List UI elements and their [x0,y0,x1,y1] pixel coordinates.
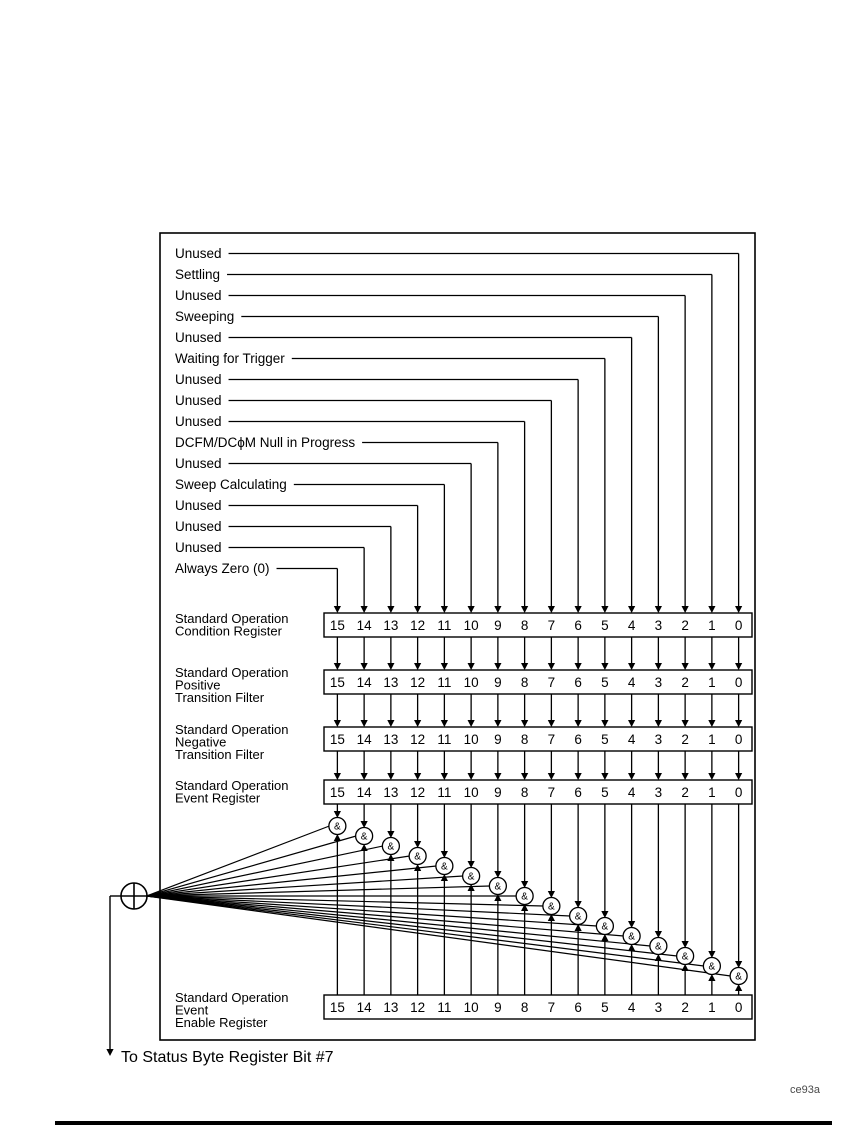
arrowhead-down-icon [628,773,635,780]
arrowhead-down-icon [521,720,528,727]
arrowhead-down-icon [682,663,689,670]
arrowhead-down-icon [441,773,448,780]
arrowhead-down-icon [682,773,689,780]
arrowhead-down-icon [601,773,608,780]
register-label: Event Register [175,790,261,806]
bit-number: 9 [494,732,502,747]
bit-number: 0 [734,732,743,747]
arrowhead-down-icon [735,720,742,727]
status-byte-arrow-label: To Status Byte Register Bit #7 [121,1049,334,1066]
arrowhead-down-icon [494,773,501,780]
bit-number: 7 [547,618,556,633]
or-input-line [147,826,330,896]
arrowhead-down-icon [521,773,528,780]
condition-bit-label: Unused [175,330,222,345]
arrowhead-down-icon [387,773,394,780]
bit-number: 8 [520,618,529,633]
arrowhead-down-icon [361,663,368,670]
bit-number: 9 [494,618,502,633]
register-label: Standard Operation [175,722,289,737]
condition-bit-label: Always Zero (0) [175,561,270,576]
arrowhead-down-icon [334,773,341,780]
arrowhead-down-icon [601,663,608,670]
bit-number: 10 [463,675,479,690]
and-gate-symbol: & [601,921,609,933]
bit-number: 0 [734,618,743,633]
arrowhead-down-icon [655,720,662,727]
register-label: Positive [175,677,221,693]
arrowhead-down-icon [414,606,421,613]
condition-bit-label: Waiting for Trigger [175,351,285,366]
bit-number: 14 [356,618,372,633]
arrowhead-down-icon [468,663,475,670]
bit-number: 3 [654,618,663,633]
bit-number: 2 [681,618,689,633]
bit-number: 11 [437,732,452,747]
arrowhead-down-icon [468,606,475,613]
bit-number: 7 [547,785,556,800]
bit-number: 13 [383,732,399,747]
condition-bit-label: Settling [175,267,221,282]
and-gate-symbol: & [681,951,689,963]
bit-number: 3 [654,675,663,690]
register-label: Negative [175,734,227,750]
bit-number: 2 [681,675,689,690]
bit-number: 14 [356,1000,372,1015]
bit-number: 6 [574,618,582,633]
bit-number: 4 [627,618,636,633]
and-gate-symbol: & [521,891,528,903]
arrowhead-down-icon [334,663,341,670]
arrowhead-down-icon [387,720,394,727]
status-byte-arrowhead-icon [106,1049,113,1056]
register-label: Standard Operation [175,778,289,793]
and-gate-symbol: & [574,911,582,923]
bit-number: 15 [329,732,345,747]
condition-bit-label: Sweeping [175,309,235,324]
bit-number: 11 [437,618,452,633]
bit-number: 13 [383,675,399,690]
bit-number: 12 [410,785,426,800]
arrowhead-down-icon [414,720,421,727]
page-rule [55,1121,832,1125]
and-gate-symbol: & [334,821,341,833]
arrowhead-down-icon [521,663,528,670]
bit-number: 6 [574,675,582,690]
condition-bit-label: Unused [175,498,222,513]
arrowhead-down-icon [334,720,341,727]
bit-number: 1 [708,1000,716,1015]
arrowhead-down-icon [575,773,582,780]
condition-bit-label: Unused [175,540,222,555]
arrowhead-down-icon [655,663,662,670]
bit-number: 14 [356,675,372,690]
arrowhead-down-icon [655,606,662,613]
bit-number: 15 [329,618,345,633]
and-gate-symbol: & [360,831,368,843]
bit-number: 0 [734,1000,743,1015]
bit-number: 9 [494,675,502,690]
arrowhead-down-icon [735,606,742,613]
bit-number: 4 [627,732,636,747]
bit-number: 13 [383,785,399,800]
arrowhead-down-icon [494,663,501,670]
arrowhead-down-icon [735,773,742,780]
arrowhead-down-icon [628,720,635,727]
bit-number: 10 [463,732,479,747]
arrowhead-down-icon [708,606,715,613]
bit-number: 0 [734,785,743,800]
bit-number: 15 [329,675,345,690]
bit-number: 1 [708,675,716,690]
arrowhead-down-icon [387,606,394,613]
condition-bit-label: Unused [175,246,222,261]
arrowhead-down-icon [468,720,475,727]
condition-bit-label: Sweep Calculating [175,477,287,492]
bit-number: 6 [574,785,582,800]
condition-bit-label: Unused [175,456,222,471]
bit-number: 3 [654,732,663,747]
bit-number: 12 [410,675,426,690]
arrowhead-down-icon [628,663,635,670]
arrowhead-down-icon [682,606,689,613]
bit-number: 1 [708,618,716,633]
bit-number: 4 [627,785,636,800]
arrowhead-down-icon [548,720,555,727]
register-label: Standard Operation [175,665,289,680]
bit-number: 15 [329,1000,345,1015]
bit-number: 9 [494,1000,502,1015]
bit-number: 10 [463,618,479,633]
and-gate-symbol: & [494,881,502,893]
bit-number: 6 [574,732,582,747]
or-input-line [147,896,731,976]
arrowhead-down-icon [387,663,394,670]
bit-number: 10 [463,1000,479,1015]
condition-bit-label: Unused [175,372,222,387]
bit-number: 9 [494,785,502,800]
bit-number: 11 [437,1000,452,1015]
arrowhead-down-icon [441,663,448,670]
or-input-line [147,836,357,896]
bit-number: 2 [681,1000,689,1015]
arrowhead-down-icon [548,773,555,780]
arrowhead-down-icon [414,663,421,670]
register-label: Standard Operation [175,990,289,1005]
bit-number: 12 [410,618,426,633]
arrowhead-down-icon [441,720,448,727]
bit-number: 7 [547,1000,556,1015]
and-gate-symbol: & [628,931,635,943]
bit-number: 5 [601,618,609,633]
arrowhead-down-icon [628,606,635,613]
bit-number: 6 [574,1000,582,1015]
register-label: Transition Filter [175,690,265,705]
bit-number: 14 [356,732,372,747]
bit-number: 11 [437,785,452,800]
arrowhead-down-icon [494,606,501,613]
arrowhead-down-icon [708,720,715,727]
and-gate-symbol: & [735,971,742,983]
diagram-generated-content [55,233,832,1125]
arrowhead-down-icon [575,720,582,727]
bit-number: 10 [463,785,479,800]
bit-number: 8 [520,732,529,747]
register-label: Event [175,1002,209,1018]
register-label: Condition Register [175,623,282,639]
arrowhead-down-icon [655,773,662,780]
bit-number: 13 [383,618,399,633]
arrowhead-down-icon [682,720,689,727]
bit-number: 4 [627,1000,636,1015]
arrowhead-down-icon [468,773,475,780]
bit-number: 5 [601,675,609,690]
register-label: Enable Register [175,1015,268,1030]
arrowhead-down-icon [575,606,582,613]
bit-number: 1 [708,732,716,747]
arrowhead-down-icon [521,606,528,613]
and-gate-symbol: & [387,841,395,853]
arrowhead-down-icon [548,663,555,670]
bit-number: 0 [734,675,743,690]
register-label: Standard Operation [175,611,289,626]
arrowhead-down-icon [494,720,501,727]
condition-bit-label: Unused [175,288,222,303]
or-input-line [147,896,704,966]
bit-number: 1 [708,785,716,800]
arrowhead-down-icon [441,606,448,613]
bit-number: 11 [437,675,452,690]
arrowhead-down-icon [361,606,368,613]
and-gate-symbol: & [441,861,448,873]
bit-number: 5 [601,1000,609,1015]
or-input-line [147,896,571,916]
bit-number: 5 [601,732,609,747]
bit-number: 8 [520,675,529,690]
register-label: Transition Filter [175,747,265,762]
arrowhead-down-icon [735,663,742,670]
arrowhead-down-icon [361,720,368,727]
arrowhead-down-icon [708,773,715,780]
bit-number: 14 [356,785,372,800]
arrowhead-down-icon [334,606,341,613]
bit-number: 13 [383,1000,399,1015]
condition-bit-label: Unused [175,519,222,534]
condition-bit-label: Unused [175,393,222,408]
bit-number: 8 [520,785,529,800]
condition-bit-label: DCFM/DCϕM Null in Progress [175,435,356,450]
condition-bit-label: Unused [175,414,222,429]
arrowhead-down-icon [601,720,608,727]
bit-number: 5 [601,785,609,800]
bit-number: 3 [654,785,663,800]
and-gate-symbol: & [414,851,421,863]
bit-number: 15 [329,785,345,800]
and-gate-symbol: & [467,871,475,883]
bit-number: 8 [520,1000,529,1015]
arrowhead-down-icon [708,663,715,670]
arrowhead-down-icon [414,773,421,780]
bit-number: 4 [627,675,636,690]
and-gate-symbol: & [708,961,716,973]
arrowhead-down-icon [548,606,555,613]
arrowhead-down-icon [601,606,608,613]
arrowhead-down-icon [361,773,368,780]
bit-number: 3 [654,1000,663,1015]
figure-code: ce93a [790,1084,820,1096]
bit-number: 12 [410,732,426,747]
bit-number: 7 [547,732,556,747]
and-gate-symbol: & [548,901,555,913]
bit-number: 12 [410,1000,426,1015]
bit-number: 2 [681,732,689,747]
bit-number: 2 [681,785,689,800]
arrowhead-down-icon [575,663,582,670]
and-gate-symbol: & [655,941,662,953]
bit-number: 7 [547,675,556,690]
